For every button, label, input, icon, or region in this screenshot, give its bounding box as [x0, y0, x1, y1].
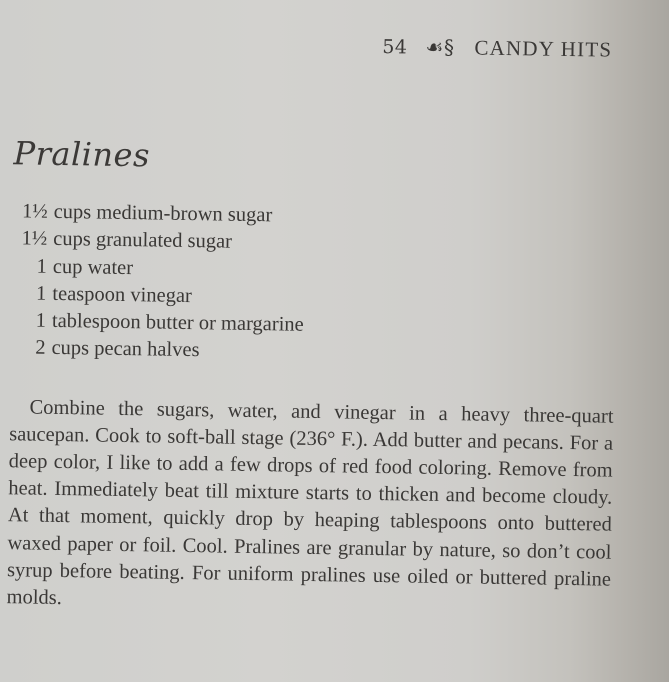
ingredient-list: [10, 198, 305, 366]
ingredient-description: tablespoon butter or margarine: [51, 310, 304, 336]
ornament-icon: ☙§: [425, 34, 455, 60]
ingredient-item: [10, 335, 303, 367]
ingredient-description: cups medium-brown sugar: [53, 200, 273, 227]
section-title: CANDY HITS: [474, 35, 613, 62]
running-head: [382, 34, 612, 63]
recipe-directions: Combine the sugars, water, and vinegar in a heavy three-quart saucepan. Cook to soft-ball stage (236° F.). Add butter and pecans. For a deep color, I like to add a few drops of red food coloring. Remove from heat. Immediately beat till mixture starts to thicken and become cloudy. At that moment, quickly drop by heaping tablespoons onto buttered waxed paper or foil. Cool. Pralines are granular by nature, so don’t cool syrup before beating. For uniform pralines use oiled or buttered praline molds.: [6, 396, 614, 609]
ingredient-quantity: 1½: [21, 227, 48, 251]
ingredient-description: cup water: [52, 255, 134, 279]
ingredient-quantity: 1½: [21, 200, 48, 223]
ingredient-description: cups pecan halves: [51, 337, 200, 362]
ingredient-quantity: 2: [35, 337, 46, 360]
ingredient-quantity: 1: [35, 309, 47, 332]
ingredient-description: cups granulated sugar: [53, 228, 233, 253]
page-number: 54: [382, 36, 408, 59]
ingredient-quantity: 1: [36, 255, 47, 278]
recipe-title: Pralines: [13, 134, 151, 175]
ingredient-description: teaspoon vinegar: [52, 282, 193, 307]
ingredient-quantity: 1: [35, 282, 47, 305]
